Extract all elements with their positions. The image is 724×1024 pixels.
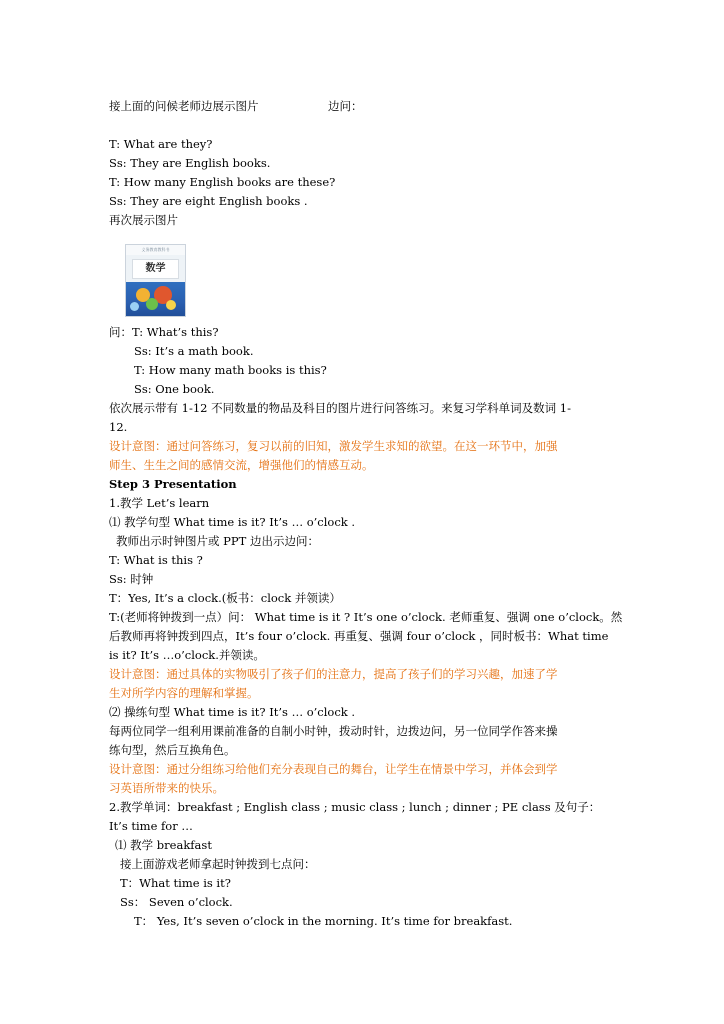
text-line: Ss: They are English books. <box>109 156 271 170</box>
cover-title: 数学 <box>132 259 179 279</box>
text-line: 练句型，然后互换角色。 <box>109 743 236 757</box>
text-line: Ss: They are eight English books . <box>109 194 308 208</box>
text-line: ⑴ 教学 breakfast <box>115 838 212 852</box>
text-line: Ss: It’s a math book. <box>134 344 254 358</box>
text-line: 后教师再将钟拨到四点，It’s four o’clock. 再重复、强调 four o’clock ，同时板书：What time <box>109 629 609 643</box>
cover-top-text: 义务教育教科书 <box>141 247 170 252</box>
text-line: T： Yes, It’s seven o’clock in the morning. It’s time for breakfast. <box>134 914 513 928</box>
text-line: 1.教学 Let’s learn <box>109 496 210 510</box>
text-line: 教师出示时钟图片或 PPT 边出示边问： <box>116 534 319 548</box>
text-line: T: What are they? <box>109 137 213 151</box>
design-intent-text: 习英语所带来的快乐。 <box>109 781 224 795</box>
math-book-cover-image <box>125 244 186 317</box>
design-intent-text: 设计意图：通过问答练习，复习以前的旧知，激发学生求知的欲望。在这一环节中，加强 <box>109 439 558 453</box>
text-line: 每两位同学一组利用课前准备的自制小时钟，拨动时针，边拨边问，另一位同学作答来操 <box>109 724 558 738</box>
cover-top-band <box>126 245 185 255</box>
text-line: ⑵ 操练句型 What time is it? It’s … o’clock . <box>109 705 356 719</box>
text-line: ⑴ 教学句型 What time is it? It’s … o’clock . <box>109 515 356 529</box>
text-line: 接上面的问候老师边展示图片 <box>109 99 259 113</box>
design-intent-text: 生对所学内容的理解和掌握。 <box>109 686 259 700</box>
text-line: is it? It’s …o’clock.并领读。 <box>109 648 265 662</box>
text-line: T：Yes, It’s a clock.(板书：clock 并领读） <box>109 591 341 605</box>
text-line: 接上面游戏老师拿起时钟拨到七点问： <box>120 857 316 871</box>
text-line: It’s time for … <box>109 819 193 833</box>
section-heading: Step 3 Presentation <box>109 477 237 491</box>
text-line: T：What time is it? <box>120 876 231 890</box>
text-line: Ss: 时钟 <box>109 572 154 586</box>
text-line: 依次展示带有 1-12 不同数量的物品及科目的图片进行问答练习。来复习学科单词及数词 1- <box>109 401 572 415</box>
text-line: 12. <box>109 420 128 434</box>
text-line: 问：T: What’s this? <box>109 325 219 339</box>
text-line: 边问： <box>328 99 363 113</box>
text-line: T:(老师将钟拨到一点）问： What time is it ? It’s one o’clock. 老师重复、强调 one o’clock。然 <box>109 610 623 624</box>
text-line: T: How many math books is this? <box>134 363 327 377</box>
text-line: 2.教学单词：breakfast ; English class ; music class ; lunch ; dinner ; PE class 及句子： <box>109 800 601 814</box>
cover-illustration <box>126 282 185 316</box>
text-line: Ss: One book. <box>134 382 215 396</box>
text-line: T: How many English books are these? <box>109 175 336 189</box>
design-intent-text: 设计意图：通过分组练习给他们充分表现自己的舞台，让学生在情景中学习，并体会到学 <box>109 762 558 776</box>
design-intent-text: 师生、生生之间的感情交流，增强他们的情感互动。 <box>109 458 374 472</box>
text-line: Ss： Seven o’clock. <box>120 895 233 909</box>
text-line: 再次展示图片 <box>109 213 178 227</box>
design-intent-text: 设计意图：通过具体的实物吸引了孩子们的注意力，提高了孩子们的学习兴趣，加速了学 <box>109 667 558 681</box>
text-line: T: What is this ? <box>109 553 203 567</box>
